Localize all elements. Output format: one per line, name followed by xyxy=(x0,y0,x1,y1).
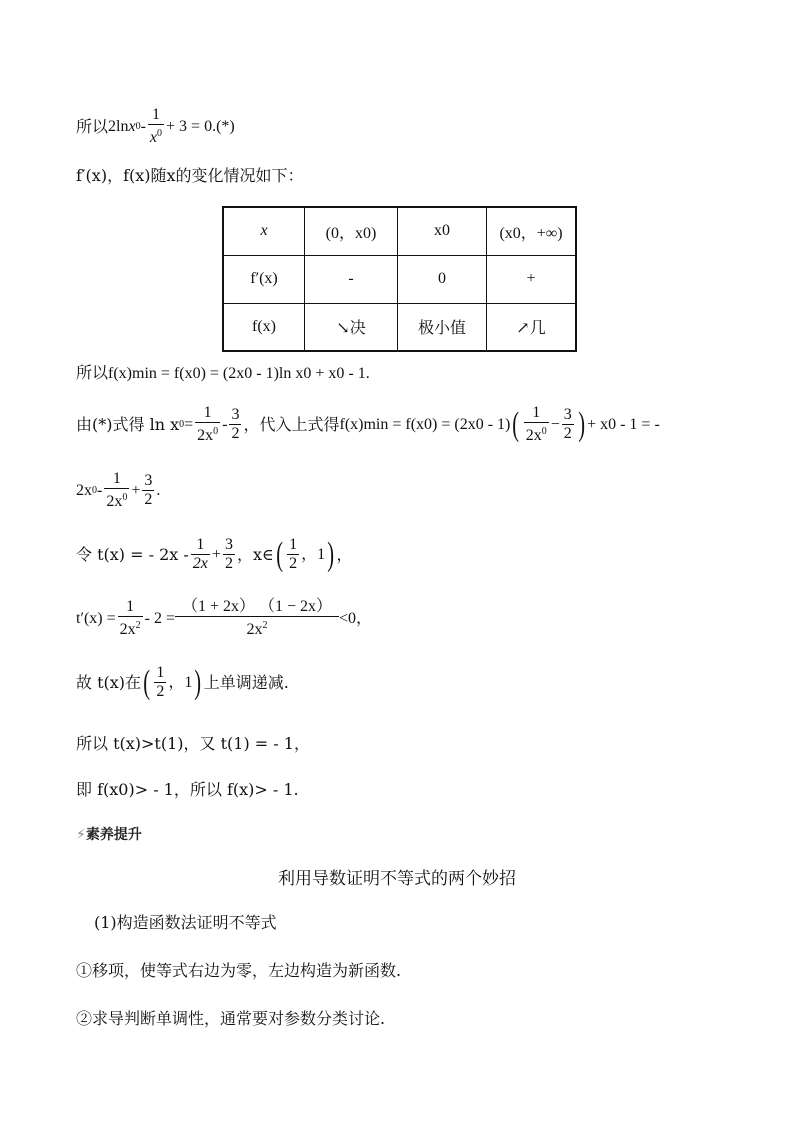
den-sup: 2 xyxy=(262,620,268,631)
sub0: 0 xyxy=(179,418,185,430)
paren-right: ) xyxy=(327,535,335,573)
denominator: 2 xyxy=(156,683,165,700)
fraction xyxy=(104,470,129,511)
denominator: 2x xyxy=(192,555,208,572)
tail: <0， xyxy=(338,609,373,627)
fraction xyxy=(118,598,143,639)
fraction xyxy=(154,664,166,701)
equals: = xyxy=(184,415,194,433)
paren-right: ) xyxy=(194,663,202,701)
numerator: 1 xyxy=(532,404,541,421)
expr: f(x)min = f(x0) = (2x0 - 1) xyxy=(339,415,511,433)
text-prefix: t′(x) = xyxy=(76,609,116,627)
den-sup: 0 xyxy=(122,492,128,503)
sub0: 0 xyxy=(135,120,141,132)
fraction xyxy=(177,598,337,639)
cell: 极小值 xyxy=(398,303,487,351)
cell: ↗几 xyxy=(487,303,577,351)
numerator: 3 xyxy=(231,406,240,423)
numerator: 1 xyxy=(151,106,160,123)
paragraph: (1)构造函数法证明不等式 xyxy=(94,913,277,932)
den-sup: 2 xyxy=(135,620,141,631)
denominator: 2 xyxy=(144,491,153,508)
tail: + 3 = 0.(*) xyxy=(166,117,235,135)
upper-bound: ，1 xyxy=(301,545,326,563)
tail: ， xyxy=(336,544,353,564)
fraction xyxy=(287,536,299,573)
denominator: 2x xyxy=(246,621,263,638)
derivative-line xyxy=(76,598,372,639)
text-prefix: 令 t(x) = - 2x - xyxy=(76,544,189,564)
denominator: 2 xyxy=(231,425,240,442)
minus: − xyxy=(550,415,560,433)
numerator: 1 xyxy=(156,664,165,681)
plus: + xyxy=(131,481,141,499)
cell: + xyxy=(487,255,577,303)
header-label: 素养提升 xyxy=(85,827,142,843)
monotone-line xyxy=(76,664,289,701)
numerator: 1 xyxy=(112,470,121,487)
paren-left: ( xyxy=(512,405,520,443)
term: 2x xyxy=(76,481,92,499)
eq-line-1 xyxy=(76,106,235,147)
text-prefix: 所以 xyxy=(76,363,109,382)
cell: - xyxy=(305,255,398,303)
text-mid: ，x∈ xyxy=(236,544,274,564)
denominator: 2 xyxy=(289,555,298,572)
numerator: （1 + 2x） （1 − 2x） xyxy=(181,598,333,615)
denominator: 2x xyxy=(197,427,214,444)
paragraph: ②求导判断单调性，通常要对参数分类讨论. xyxy=(76,1009,386,1028)
denominator: 2x xyxy=(525,427,542,444)
den-sup: 0 xyxy=(157,128,163,139)
cell: f′(x) xyxy=(223,255,305,303)
fraction xyxy=(148,106,164,147)
cell: x0 xyxy=(398,207,487,255)
table-row xyxy=(223,303,576,351)
paren-right: ) xyxy=(578,405,585,443)
cell: ↘决 xyxy=(305,303,398,351)
bracket-left: ( xyxy=(276,535,283,573)
minus-two: - 2 = xyxy=(144,609,175,627)
numerator: 1 xyxy=(126,598,135,615)
fraction xyxy=(223,536,235,573)
cell: (0，x0) xyxy=(305,207,398,255)
minus: - xyxy=(222,415,228,433)
numerator: 3 xyxy=(144,472,153,489)
denominator: 2x xyxy=(119,621,136,638)
numerator: 1 xyxy=(203,404,212,421)
variation-table xyxy=(222,206,577,352)
fraction xyxy=(229,406,241,443)
fraction xyxy=(191,536,210,573)
conclusion-line-1: 所以 t(x)>t(1)，又 t(1) = - 1， xyxy=(76,734,310,753)
paragraph: ①移项，使等式右边为零，左边构造为新函数. xyxy=(76,961,402,980)
cell: (x0，+∞) xyxy=(487,207,577,255)
text-prefix: 由(*)式得 ln x xyxy=(76,414,180,434)
cell: 0 xyxy=(398,255,487,303)
fraction xyxy=(142,472,154,509)
denominator: 2x xyxy=(106,493,123,510)
paren-left: ( xyxy=(143,663,151,701)
text-prefix: 故 t(x)在 xyxy=(76,672,142,692)
fraction xyxy=(195,404,220,445)
lightning-icon: ⚡ xyxy=(76,827,86,843)
table-row xyxy=(223,207,576,255)
text-mid: ，代入上式得 xyxy=(243,414,340,434)
conclusion-line-2: 即 f(x0)> - 1，所以 f(x)> - 1. xyxy=(76,780,299,799)
den-sup: 0 xyxy=(213,426,219,437)
numerator: 3 xyxy=(563,406,572,423)
substitution-line xyxy=(76,404,660,445)
cell: f(x) xyxy=(223,303,305,351)
result-line xyxy=(76,470,160,511)
numerator: 1 xyxy=(289,536,298,553)
tail: + x0 - 1 = - xyxy=(587,415,660,433)
section-header xyxy=(76,824,142,844)
minus: - xyxy=(97,481,103,499)
min-line xyxy=(76,363,370,384)
intro-line: f′(x)，f(x)随x的变化情况如下： xyxy=(76,166,304,185)
sub0: 0 xyxy=(92,484,97,496)
denominator: x xyxy=(149,129,158,146)
period: . xyxy=(156,481,161,499)
fraction xyxy=(524,404,549,445)
numerator: 3 xyxy=(224,536,233,553)
table-row xyxy=(223,255,576,303)
upper-bound: ，1 xyxy=(168,673,193,691)
denominator: 2 xyxy=(563,425,572,442)
den-sup: 0 xyxy=(541,426,547,437)
cell: x xyxy=(223,207,305,255)
expr: f(x)min = f(x0) = (2x0 - 1)ln x0 + x0 - 1. xyxy=(108,365,370,382)
var-x: x xyxy=(128,117,136,135)
numerator: 1 xyxy=(196,536,205,553)
fraction xyxy=(562,406,574,443)
minus: - xyxy=(140,117,146,135)
plus: + xyxy=(211,545,221,563)
define-t-line xyxy=(76,536,353,573)
section-title: 利用导数证明不等式的两个妙招 xyxy=(278,869,516,889)
denominator: 2 xyxy=(224,555,233,572)
tail: 上单调递减. xyxy=(203,672,289,692)
text-prefix: 所以 xyxy=(76,116,109,136)
expr: 2ln xyxy=(108,117,129,135)
